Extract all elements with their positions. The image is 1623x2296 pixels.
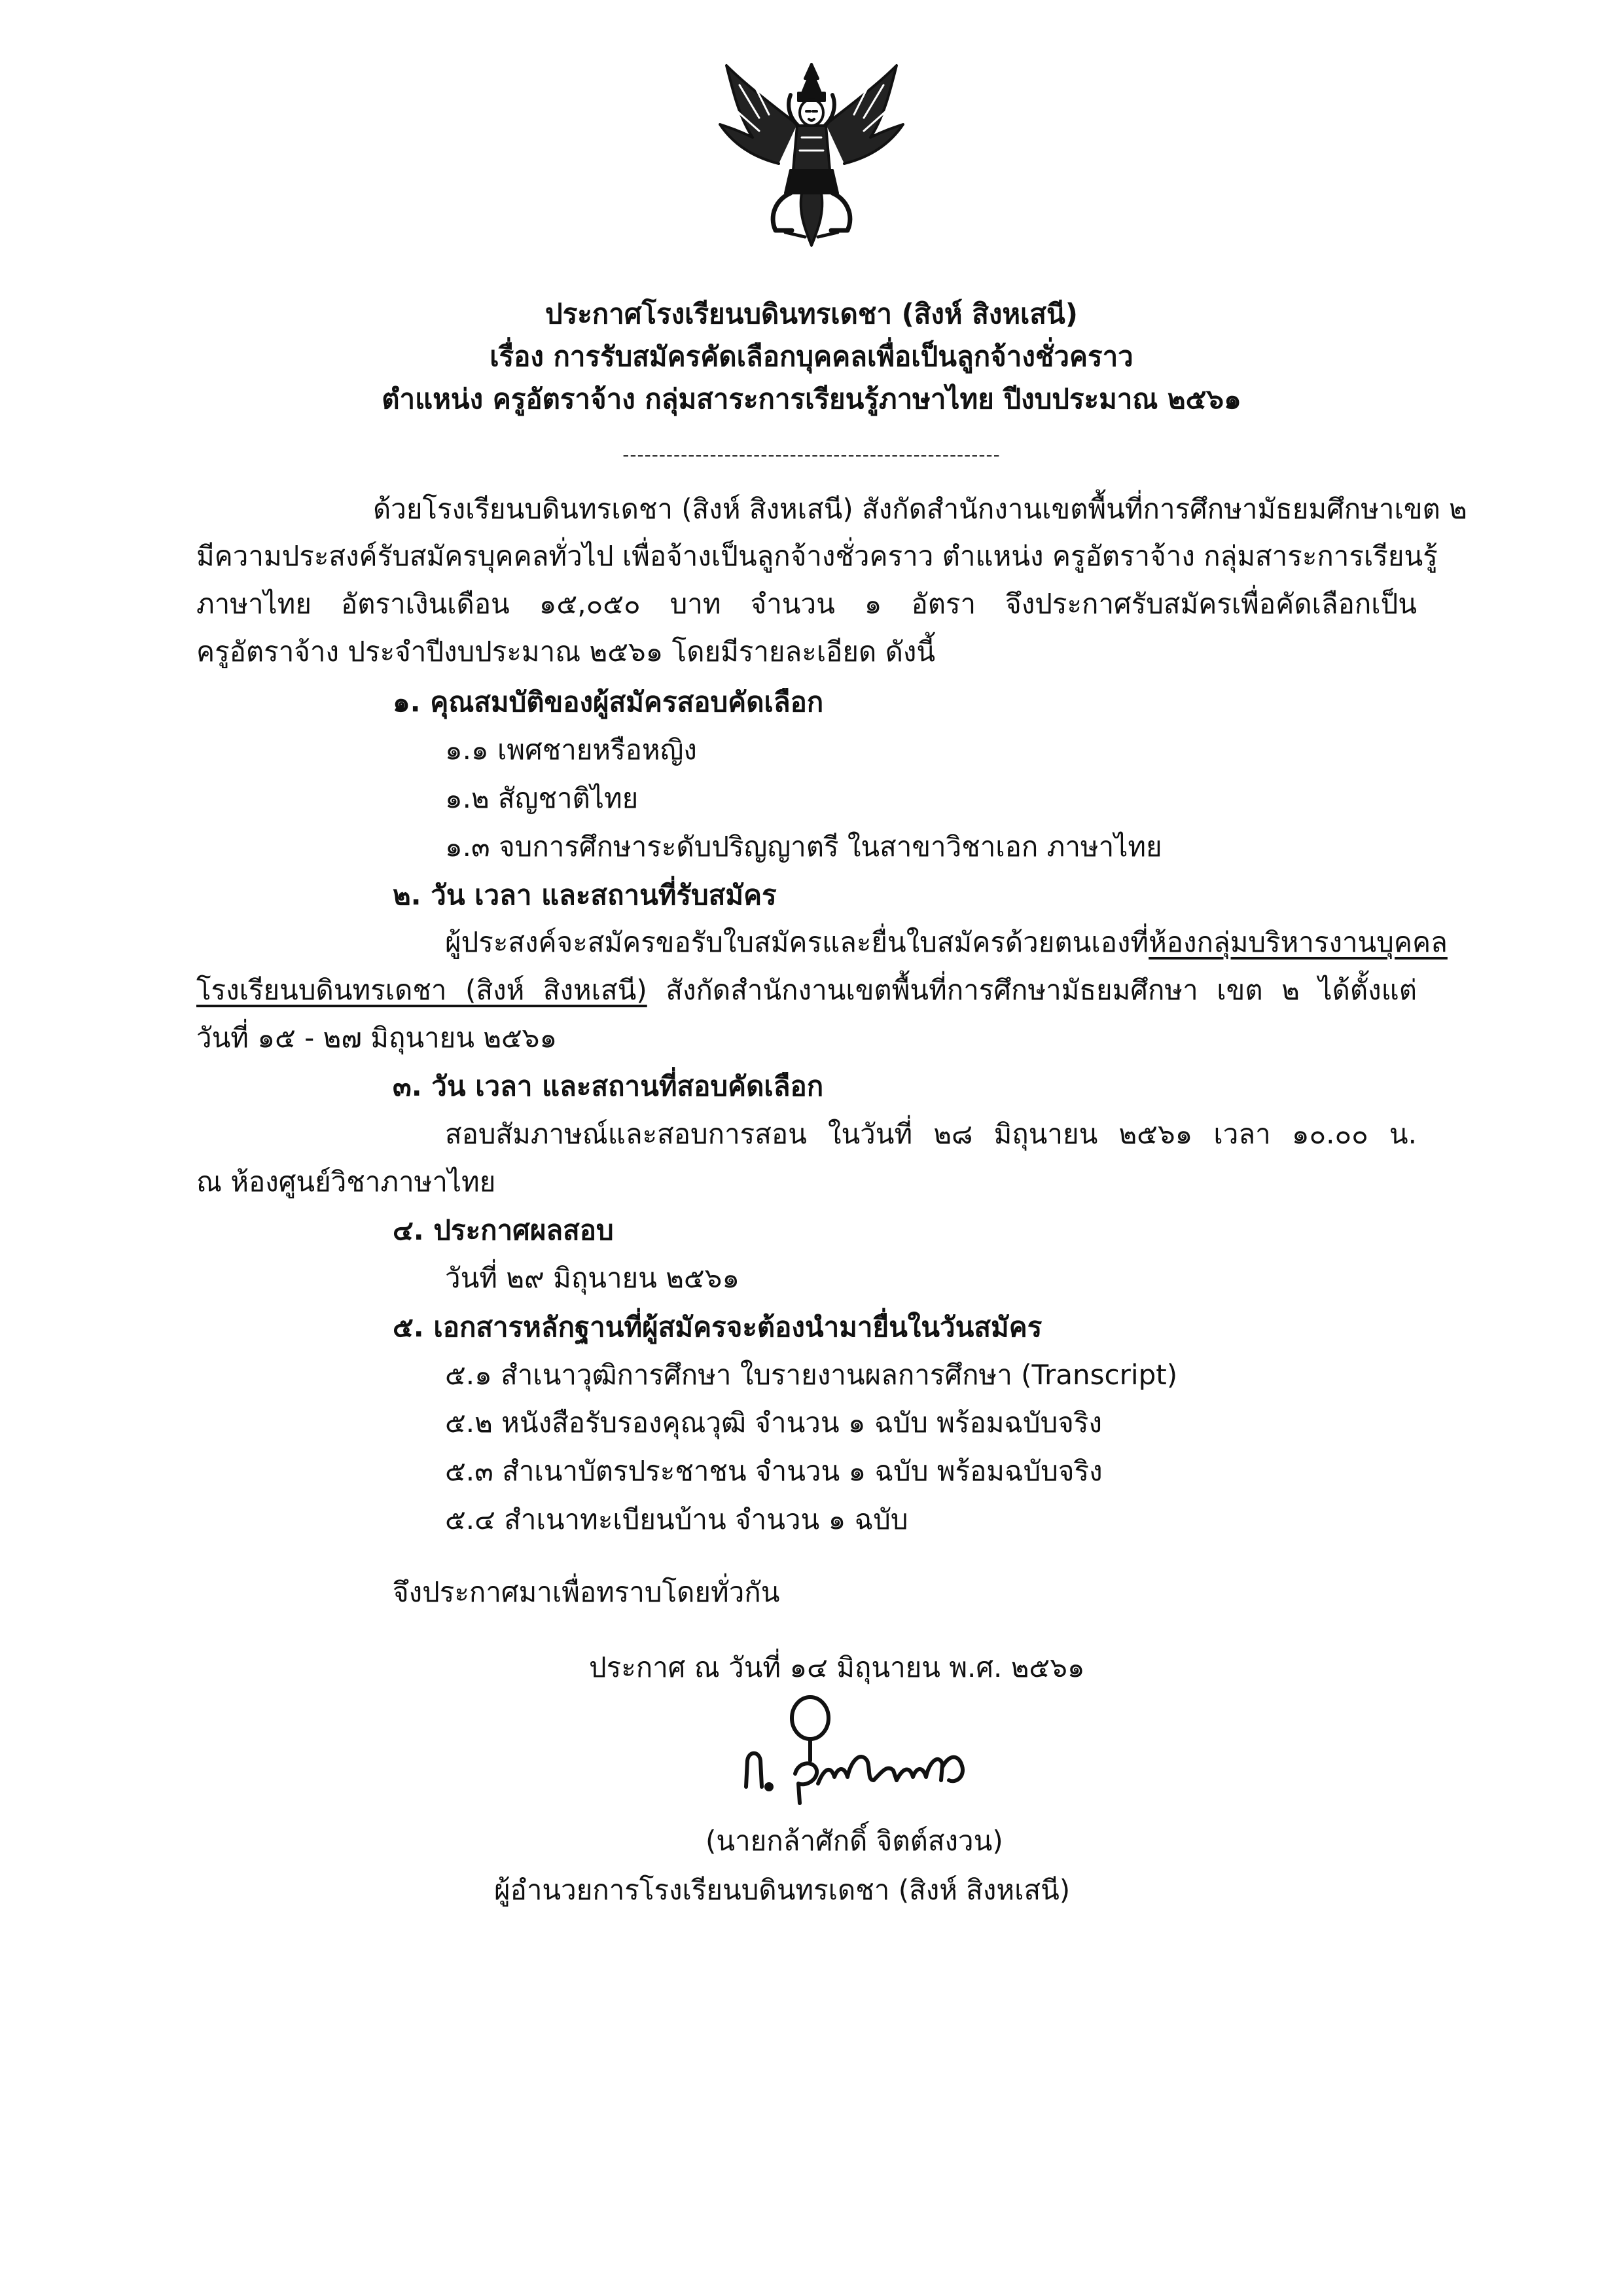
section5-item-2: ๕.๒ หนังสือรับรองคุณวุฒิ จำนวน ๑ ฉบับ พร้อมฉบับจริง	[445, 1407, 1102, 1439]
section2-line2-text: สังกัดสำนักงานเขตพื้นที่การศึกษามัธยมศึกษา เขต ๒ ได้ตั้งแต่	[647, 974, 1417, 1006]
signature-image	[733, 1689, 995, 1813]
signer-name: (นายกล้าศักดิ์ จิตต์สงวน)	[705, 1825, 1003, 1857]
section2-line1-text: ผู้ประสงค์จะสมัครขอรับใบสมัครและยื่นใบสมัครด้วยตนเองที่	[445, 926, 1149, 958]
announcement-date: ประกาศ ณ วันที่ ๑๔ มิถุนายน พ.ศ. ๒๕๖๑	[589, 1651, 1085, 1683]
section2-line-2	[196, 972, 1417, 1009]
title-divider: ----------------------------------------------------	[622, 444, 1001, 465]
section1-heading: ๑. คุณสมบัติของผู้สมัครสอบคัดเลือก	[393, 686, 824, 718]
section2-line-1	[445, 924, 1448, 961]
section5-item-3: ๕.๓ สำเนาบัตรประชาชน จำนวน ๑ ฉบับ พร้อมฉบับจริง	[445, 1455, 1103, 1487]
section3-heading: ๓. วัน เวลา และสถานที่สอบคัดเลือก	[393, 1070, 824, 1102]
section2-line-3: วันที่ ๑๕ - ๒๗ มิถุนายน ๒๕๖๑	[196, 1022, 558, 1054]
garuda-emblem-icon	[713, 59, 910, 255]
section5-heading: ๕. เอกสารหลักฐานที่ผู้สมัครจะต้องนำมายื่นในวันสมัคร	[393, 1311, 1043, 1343]
section5-item-1: ๕.๑ สำเนาวุฒิการศึกษา ใบรายงานผลการศึกษา (Transcript)	[445, 1359, 1178, 1391]
section1-item-1: ๑.๑ เพศชายหรือหญิง	[445, 734, 697, 766]
school-name-underlined: โรงเรียนบดินทรเดชา (สิงห์ สิงหเสนี)	[196, 974, 647, 1006]
closing-statement: จึงประกาศมาเพื่อทราบโดยทั่วกัน	[393, 1576, 780, 1608]
document-title-line1: ประกาศโรงเรียนบดินทรเดชา (สิงห์ สิงหเสนี)	[545, 298, 1078, 330]
section1-item-3: ๑.๓ จบการศึกษาระดับปริญญาตรี ในสาขาวิชาเอก ภาษาไทย	[445, 831, 1162, 863]
intro-line-1: ด้วยโรงเรียนบดินทรเดชา (สิงห์ สิงหเสนี) สังกัดสำนักงานเขตพื้นที่การศึกษามัธยมศึกษาเขต ๒	[373, 493, 1467, 525]
intro-line-4: ครูอัตราจ้าง ประจำปีงบประมาณ ๒๕๖๑ โดยมีรายละเอียด ดังนี้	[196, 636, 936, 668]
intro-line-3: ภาษาไทย อัตราเงินเดือน ๑๕,๐๕๐ บาท จำนวน ๑ อัตรา จึงประกาศรับสมัครเพื่อคัดเลือกเป็น	[196, 588, 1417, 620]
hr-office-location: ห้องกลุ่มบริหารงานบุคคล	[1149, 926, 1448, 958]
section2-heading: ๒. วัน เวลา และสถานที่รับสมัคร	[393, 879, 777, 911]
section5-item-4: ๕.๔ สำเนาทะเบียนบ้าน จำนวน ๑ ฉบับ	[445, 1503, 908, 1535]
section4-heading: ๔. ประกาศผลสอบ	[393, 1214, 614, 1246]
section1-item-2: ๑.๒ สัญชาติไทย	[445, 782, 639, 814]
signer-title: ผู้อำนวยการโรงเรียนบดินทรเดชา (สิงห์ สิงหเสนี)	[494, 1874, 1071, 1906]
section3-line-1: สอบสัมภาษณ์และสอบการสอน ในวันที่ ๒๘ มิถุนายน ๒๕๖๑ เวลา ๑๐.๐๐ น.	[445, 1118, 1417, 1150]
document-title-line3: ตำแหน่ง ครูอัตราจ้าง กลุ่มสาระการเรียนรู้ภาษาไทย ปีงบประมาณ ๒๕๖๑	[382, 383, 1241, 415]
section4-line-1: วันที่ ๒๙ มิถุนายน ๒๕๖๑	[445, 1262, 740, 1294]
document-title-line2: เรื่อง การรับสมัครคัดเลือกบุคคลเพื่อเป็นลูกจ้างชั่วคราว	[490, 340, 1133, 372]
intro-line-2: มีความประสงค์รับสมัครบุคคลทั่วไป เพื่อจ้างเป็นลูกจ้างชั่วคราว ตำแหน่ง ครูอัตราจ้าง กลุ่มสาระการเรียนรู้	[196, 540, 1438, 572]
section3-line-2: ณ ห้องศูนย์วิชาภาษาไทย	[196, 1166, 496, 1198]
